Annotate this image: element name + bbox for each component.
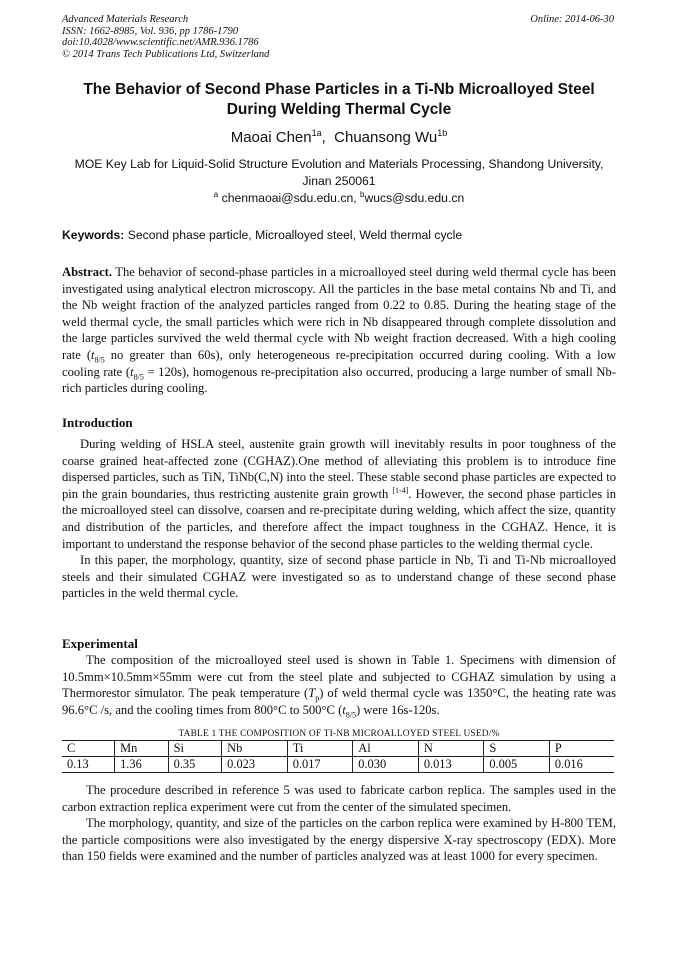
email-sup: a	[213, 189, 219, 199]
keywords-text: Second phase particle, Microalloyed steel, Weld thermal cycle	[127, 228, 463, 242]
author-list: Maoai Chen$^{1a}$, Chuansong $Wu^{1b}$	[230, 128, 448, 146]
table-cell: 0.017	[287, 757, 353, 773]
symbol-T: T	[308, 686, 316, 701]
keywords-label: Keywords:	[62, 228, 125, 242]
table-caption: TABLE 1 THE COMPOSITION OF TI-NB MICROALLOYED STEEL USED/%	[178, 729, 500, 739]
symbol-t: t	[342, 702, 346, 717]
email-list: $^a$ chenmaoai@sdu.edu.cn, $^b$wucs@sdu.edu.cn	[213, 189, 465, 205]
paragraph: In this paper, the morphology, quantity, size of second phase particle in Nb, Ti and Ti-Nb microalloyed steels and their simulated CGHAZ were investigated so as to understand change of these second phase particles in the weld thermal cycle.	[62, 553, 616, 601]
abstract-text: no greater than 60s), only heterogeneous re-precipitation occurred during cooling. With a low cooling rate (	[62, 347, 616, 379]
paragraph-text: ) were 16s-120s.	[356, 702, 440, 717]
online-date: Online: 2014-06-30	[530, 14, 614, 25]
email-link[interactable]: wucs@sdu.edu.cn	[364, 191, 465, 205]
paragraph-text: ) of weld thermal cycle was 1350°C, the heating rate was 96.6°C /s, and the cooling times from 800°C to 500°C (	[62, 686, 616, 717]
paragraph-text: The composition of the microalloyed steel used is shown in Table 1. Specimens with dimension of 10.5mm×10.5mm×55mm were cut from the steel plate and subjected to CGHAZ simulation by using a Thermorestor simulator. The peak temperature (	[62, 653, 616, 701]
table-header-row	[62, 741, 614, 757]
journal-issn: ISSN: 1662-8985, Vol. 936, pp 1786-1790	[62, 25, 239, 37]
affiliation: MOE Key Lab for Liquid-Solid Structure Evolution and Materials Processing, Shandong University, Jinan 250061	[74, 157, 604, 188]
symbol-t: t	[91, 347, 95, 362]
table-cell: 0.013	[418, 757, 484, 773]
email-sup: b	[360, 189, 365, 199]
table-header-cell: Nb	[222, 741, 288, 757]
experimental-body	[62, 652, 616, 718]
author-name: Maoai Chen	[230, 129, 312, 146]
author-name: Chuansong Wu	[334, 129, 438, 146]
table-header-cell: C	[62, 741, 115, 757]
paragraph-text: During welding of HSLA steel, austenite grain growth will inevitably results in poor toughness of the coarse grained heat-affected zone (CGHAZ).One method of alleviating this problem is to introduce fine dispersed particles, such as TiN, TiNb(C,N) into the steel. These stable second phase particles are expected to pin the grain boundaries, thus restricting austenite grain growth	[62, 437, 616, 501]
symbol-T-sub: p	[315, 693, 320, 703]
abstract-text: The behavior of second-phase particles in a microalloyed steel during weld thermal cycle has been investigated using analytical electron microscopy. All the particles in the base metal contains Nb and Ti, and the Nb weight fraction of the analyzed particles ranged from 0.22 to 0.85. During the heating stage of the weld thermal cycle, the small particles which were rich in Nb disappeared through complete dissolution and the large particles survived the weld thermal cycle with Nb weight fraction decreased. With a high cooling rate (	[62, 265, 617, 362]
author-sup: 1a	[311, 128, 322, 138]
table-header-cell: Si	[168, 741, 222, 757]
table-row	[62, 757, 614, 773]
introduction-body	[62, 436, 616, 602]
paragraph	[62, 436, 616, 552]
citation-ref[interactable]: [1-4]	[392, 485, 409, 495]
symbol-t: t	[130, 364, 134, 379]
table-cell: 0.13	[62, 757, 115, 773]
email-link[interactable]: chenmaoai@sdu.edu.cn	[221, 191, 354, 205]
experimental-body-continued	[62, 782, 616, 865]
table-cell: 0.023	[222, 757, 288, 773]
journal-doi[interactable]: doi:10.4028/www.scientific.net/AMR.936.1786	[62, 37, 259, 48]
table-header-cell: Ti	[287, 741, 353, 757]
section-heading-experimental: Experimental	[62, 636, 138, 651]
table-cell: 0.030	[353, 757, 419, 773]
paragraph-text: . However, the second phase particles in the microalloyed steel can dissolve, coarsen and re-precipitate during welding, which affect the size, quantity and distribution of the particles, and therefore affect the impact toughness in the CGHAZ. Hence, it is important to understand the response behavior of the second phase particles to the welding thermal cycle.	[62, 486, 616, 551]
abstract-label: Abstract.	[62, 265, 113, 279]
abstract	[62, 264, 616, 397]
section-heading-introduction: Introduction	[62, 415, 133, 430]
table-cell: 1.36	[115, 757, 169, 773]
composition-table	[62, 740, 614, 773]
paragraph: The procedure described in reference 5 was used to fabricate carbon replica. The samples used in the carbon extraction replica experiment were cut from the center of the simulated specimen.	[62, 783, 616, 814]
symbol-t-sub: 8/5	[133, 372, 144, 382]
table-header-cell: Al	[353, 741, 419, 757]
journal-header	[62, 14, 269, 60]
table-header-cell: Mn	[115, 741, 169, 757]
journal-name: Advanced Materials Research	[62, 14, 189, 25]
keywords	[62, 228, 616, 242]
paragraph	[62, 652, 616, 718]
table-cell: 0.005	[484, 757, 550, 773]
table-header-cell: N	[418, 741, 484, 757]
table-cell: 0.35	[168, 757, 222, 773]
symbol-t-sub: 8/5	[94, 355, 105, 365]
paragraph: The morphology, quantity, and size of the particles on the carbon replica were examined by H-800 TEM, the particle compositions were also investigated by the energy dispersive X-ray spectroscopy (EDX). More than 150 fields were examined and the number of particles analyzed was at least 1000 for every specimen.	[62, 816, 616, 864]
symbol-t-sub: 8/5	[345, 710, 356, 720]
author-sup: 1b	[437, 128, 448, 138]
paper-title: The Behavior of Second Phase Particles in a Ti-Nb Microalloyed Steel During Welding Thermal Cycle	[83, 81, 595, 118]
table-cell: 0.016	[549, 757, 614, 773]
table-header-cell: S	[484, 741, 550, 757]
journal-copyright: © 2014 Trans Tech Publications Ltd, Switzerland	[62, 48, 270, 60]
table-header-cell: P	[549, 741, 614, 757]
abstract-text: = 120s), homogenous re-precipitation also occurred, producing a large number of small Nb-rich particles during cooling.	[62, 364, 617, 396]
